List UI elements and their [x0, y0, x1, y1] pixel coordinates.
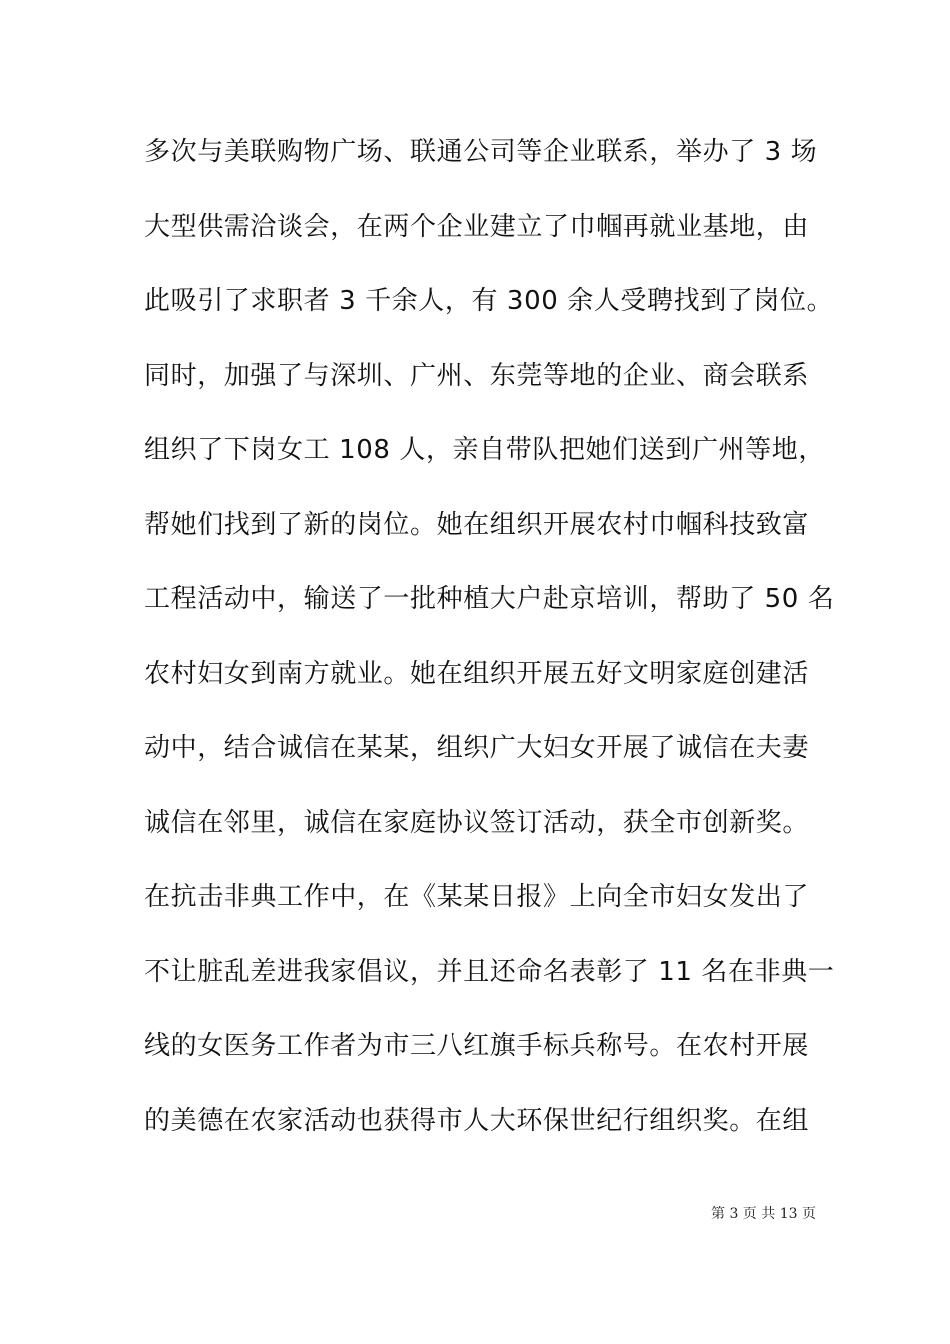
text-line: 此吸引了求职者 3 千余人，有 300 余人受聘找到了岗位。: [144, 286, 834, 316]
text-line: 不让脏乱差进我家倡议，并且还命名表彰了 11 名在非典一: [144, 956, 835, 987]
text-line: 农村妇女到南方就业。她在组织开展五好文明家庭创建活: [144, 658, 810, 689]
page-number-footer: 第 3 页 共 13 页: [711, 1206, 816, 1222]
text-line: 工程活动中，输送了一批种植大户赴京培训，帮助了 50 名: [144, 584, 835, 614]
text-line: 同时，加强了与深圳、广州、东莞等地的企业、商会联系: [144, 360, 810, 391]
text-line: 多次与美联购物广场、联通公司等企业联系，举办了 3 场: [144, 137, 818, 167]
text-line: 诚信在邻里，诚信在家庭协议签订活动，获全市创新奖。: [144, 807, 810, 838]
body-text: [144, 128, 835, 1171]
text-line: 的美德在农家活动也获得市人大环保世纪行组织奖。在组: [144, 1105, 810, 1136]
text-line: 动中，结合诚信在某某，组织广大妇女开展了诚信在夫妻: [144, 733, 810, 763]
text-line: 大型供需洽谈会，在两个企业建立了巾帼再就业基地，由: [144, 211, 810, 242]
text-line: 线的女医务工作者为市三八红旗手标兵称号。在农村开展: [144, 1031, 810, 1061]
text-line: 在抗击非典工作中，在《某某日报》上向全市妇女发出了: [144, 882, 810, 912]
text-line: 帮她们找到了新的岗位。她在组织开展农村巾帼科技致富: [144, 509, 810, 540]
text-line: 组织了下岗女工 108 人，亲自带队把她们送到广州等地，: [144, 435, 825, 465]
